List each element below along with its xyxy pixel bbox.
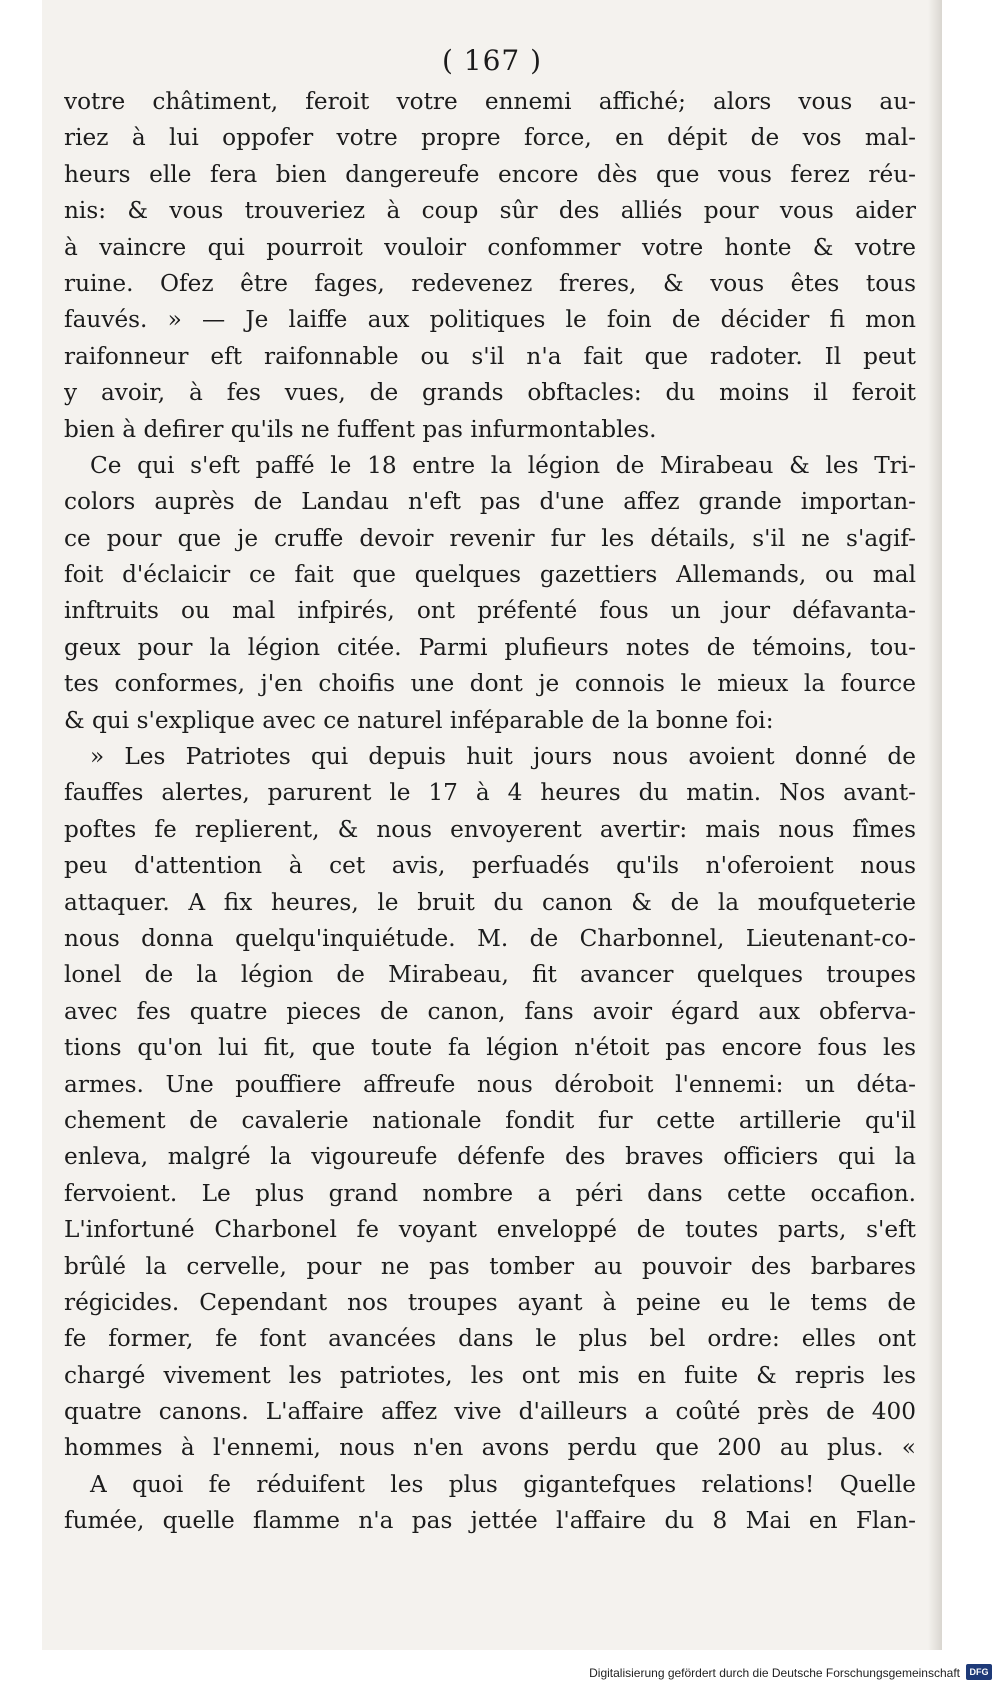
text-line: tes conformes, j'en choifis une dont je connois le mieux la fource — [64, 670, 916, 698]
text-line: foit d'éclaicir ce fait que quelques gazettiers Allemands, ou mal — [64, 561, 916, 589]
text-line: fumée, quelle flamme n'a pas jettée l'affaire du 8 Mai en Flan- — [64, 1507, 916, 1535]
text-line: geux pour la légion citée. Parmi plufieurs notes de témoins, tou- — [64, 633, 916, 661]
text-line: colors auprès de Landau n'eft pas d'une affez grande importan- — [64, 488, 916, 516]
scanned-page — [42, 0, 942, 1650]
text-line: ce pour que je cruffe devoir revenir fur les détails, s'il ne s'agif- — [64, 524, 916, 552]
text-line: tions qu'on lui fit, que toute fa légion n'étoit pas encore fous les — [64, 1034, 916, 1062]
text-line: L'infortuné Charbonel fe voyant enveloppé de toutes parts, s'eft — [64, 1216, 916, 1244]
text-line: peu d'attention à cet avis, perfuadés qu'ils n'oferoient nous — [64, 852, 916, 880]
text-line: armes. Une pouffiere affreufe nous déroboit l'ennemi: un déta- — [64, 1070, 916, 1098]
text-line: fauvés. » — Je laiffe aux politiques le foin de décider fi mon — [64, 306, 916, 334]
body-text — [64, 84, 916, 1540]
text-line: avec fes quatre pieces de canon, fans avoir égard aux obferva- — [64, 997, 916, 1025]
text-line: ruine. Ofez être fages, redevenez freres, & vous êtes tous — [64, 269, 916, 297]
text-line: nis: & vous trouveriez à coup sûr des alliés pour vous aider — [64, 197, 916, 225]
text-line: régicides. Cependant nos troupes ayant à peine eu le tems de — [64, 1288, 916, 1316]
text-line: heurs elle fera bien dangereufe encore dès que vous ferez réu- — [64, 160, 916, 188]
text-line: » Les Patriotes qui depuis huit jours nous avoient donné de — [90, 743, 916, 771]
text-line: Ce qui s'eft paffé le 18 entre la légion de Mirabeau & les Tri- — [90, 451, 916, 479]
text-line: hommes à l'ennemi, nous n'en avons perdu que 200 au plus. « — [64, 1434, 916, 1462]
page-number: ( 167 ) — [441, 44, 543, 77]
scan-edge-shadow — [928, 0, 942, 1650]
text-line: raifonneur eft raifonnable ou s'il n'a fait que radoter. Il peut — [64, 342, 916, 370]
text-line: poftes fe replierent, & nous envoyerent avertir: mais nous fîmes — [64, 815, 916, 843]
text-line: y avoir, à fes vues, de grands obftacles: du moins il feroit — [64, 379, 916, 407]
text-line: fe former, fe font avancées dans le plus bel ordre: elles ont — [64, 1325, 916, 1353]
text-line: & qui s'explique avec ce naturel inféparable de la bonne foi: — [64, 706, 774, 734]
digitization-footer — [0, 1658, 1000, 1688]
text-line: bien à defirer qu'ils ne fuffent pas infurmontables. — [64, 415, 657, 443]
text-line: quatre canons. L'affaire affez vive d'ailleurs a coûté près de 400 — [64, 1398, 916, 1426]
text-line: brûlé la cervelle, pour ne pas tomber au pouvoir des barbares — [64, 1252, 916, 1280]
dfg-logo: DFG — [966, 1664, 992, 1680]
text-line: fervoient. Le plus grand nombre a péri dans cette occafion. — [64, 1179, 916, 1207]
funding-credit: Digitalisierung gefördert durch die Deutsche Forschungsgemeinschaft — [589, 1666, 960, 1680]
text-line: attaquer. A fix heures, le bruit du canon & de la moufqueterie — [64, 888, 916, 916]
text-line: à vaincre qui pourroit vouloir confommer votre honte & votre — [64, 233, 916, 261]
text-line: A quoi fe réduifent les plus gigantefques relations! Quelle — [90, 1470, 916, 1498]
text-line: lonel de la légion de Mirabeau, fit avancer quelques troupes — [64, 961, 916, 989]
text-line: chement de cavalerie nationale fondit fur cette artillerie qu'il — [64, 1106, 916, 1134]
text-line: votre châtiment, feroit votre ennemi affiché; alors vous au- — [64, 88, 916, 115]
text-line: fauffes alertes, parurent le 17 à 4 heures du matin. Nos avant- — [64, 779, 916, 807]
text-line: riez à lui oppofer votre propre force, en dépit de vos mal- — [64, 124, 916, 152]
text-line: nous donna quelqu'inquiétude. M. de Charbonnel, Lieutenant-co- — [64, 924, 916, 952]
text-line: chargé vivement les patriotes, les ont mis en fuite & repris les — [64, 1361, 916, 1389]
text-line: inftruits ou mal infpirés, ont préfenté fous un jour défavanta- — [64, 597, 916, 625]
text-line: enleva, malgré la vigoureufe défenfe des braves officiers qui la — [64, 1143, 916, 1171]
